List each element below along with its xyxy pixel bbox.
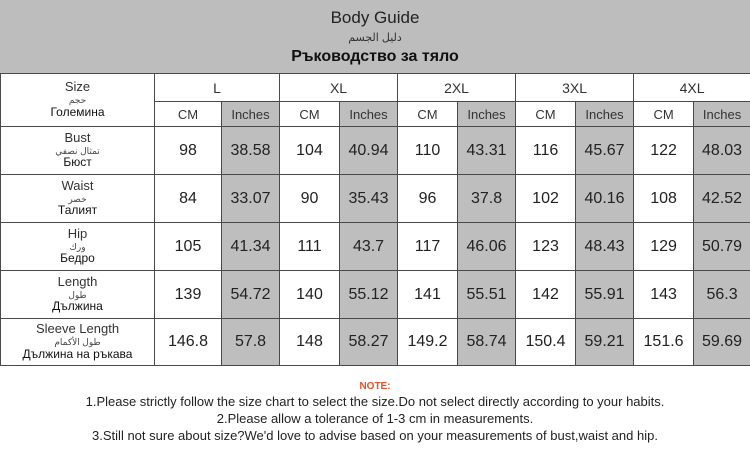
measurement-label-en: Bust [64,129,91,145]
value-cm-2xl: 141 [398,271,458,319]
value-inches-3xl: 59.21 [576,319,634,366]
measurement-label-cell [1,127,155,175]
value-inches-4xl: 48.03 [694,127,750,175]
value-inches-2xl: 58.74 [458,319,516,366]
value-cm-4xl: 151.6 [634,319,694,366]
value-inches-4xl: 59.69 [694,319,750,366]
value-cm-2xl: 96 [398,175,458,223]
measurement-label-ar: خصر [68,193,87,204]
notes-section [0,381,750,443]
measurement-row [1,223,750,271]
value-cm-l: 105 [155,223,222,271]
body-guide-header [0,0,750,73]
measurement-row [1,175,750,223]
unit-inches-xl: Inches [340,102,398,127]
size-corner-cell [1,74,155,127]
value-cm-xl: 140 [280,271,340,319]
value-inches-xl: 55.12 [340,271,398,319]
measurement-label-bg: Дължина на ръкава [22,346,133,361]
value-cm-4xl: 122 [634,127,694,175]
value-inches-xl: 43.7 [340,223,398,271]
value-cm-l: 98 [155,127,222,175]
unit-cm-xl: CM [280,102,340,127]
measurement-row [1,127,750,175]
size-l-header: L [155,74,280,102]
value-cm-3xl: 123 [516,223,576,271]
measurement-label-ar: ورك [69,241,86,252]
title-arabic: دليل الجسم [348,32,402,44]
unit-cm-4xl: CM [634,102,694,127]
value-inches-4xl: 56.3 [694,271,750,319]
measurement-label-cell [1,319,155,366]
value-cm-3xl: 116 [516,127,576,175]
measurement-label-ar: تمثال نصفي [55,145,100,156]
value-inches-xl: 40.94 [340,127,398,175]
measurement-label-en: Hip [67,225,88,241]
title-bulgarian: Ръководство за тяло [291,48,459,65]
value-inches-2xl: 55.51 [458,271,516,319]
note-line-1: 1.Please strictly follow the size chart to select the size.Do not select directly according to your habits. [85,394,665,409]
value-inches-3xl: 40.16 [576,175,634,223]
corner-label-bg: Големина [50,104,105,119]
value-cm-l: 84 [155,175,222,223]
value-cm-xl: 111 [280,223,340,271]
size-header-row [1,74,750,102]
measurement-row [1,319,750,366]
unit-inches-4xl: Inches [694,102,750,127]
measurement-label-bg: Талият [57,203,98,218]
value-inches-l: 54.72 [222,271,280,319]
measurement-label-bg: Бедро [60,251,95,266]
corner-label-en: Size [64,79,91,95]
size-3xl-header: 3XL [516,74,634,102]
value-inches-3xl: 55.91 [576,271,634,319]
measurement-label-en: Waist [61,177,94,193]
value-inches-3xl: 48.43 [576,223,634,271]
unit-cm-l: CM [155,102,222,127]
value-cm-2xl: 117 [398,223,458,271]
value-cm-3xl: 102 [516,175,576,223]
value-inches-l: 38.58 [222,127,280,175]
value-cm-3xl: 142 [516,271,576,319]
value-cm-3xl: 150.4 [516,319,576,366]
measurement-label-en: Sleeve Length [35,321,120,337]
unit-cm-3xl: CM [516,102,576,127]
value-cm-l: 146.8 [155,319,222,366]
unit-inches-2xl: Inches [458,102,516,127]
measurement-label-cell [1,271,155,319]
measurement-label-en: Length [57,273,98,289]
value-inches-2xl: 37.8 [458,175,516,223]
unit-cm-2xl: CM [398,102,458,127]
value-cm-xl: 104 [280,127,340,175]
title-english: Body Guide [330,8,420,27]
measurement-label-ar: طول [68,289,87,300]
size-4xl-header: 4XL [634,74,750,102]
value-cm-4xl: 129 [634,223,694,271]
value-inches-2xl: 43.31 [458,127,516,175]
measurement-label-bg: Дължина [52,299,103,314]
note-line-3: 3.Still not sure about size?We'd love to advise based on your measurements of bust,waist and hip. [92,428,658,443]
value-inches-xl: 58.27 [340,319,398,366]
corner-label-ar: حجم [68,95,87,106]
value-inches-l: 33.07 [222,175,280,223]
measurement-label-cell [1,175,155,223]
unit-inches-l: Inches [222,102,280,127]
note-title: NOTE: [359,381,391,392]
size-chart-table [0,73,750,366]
value-cm-l: 139 [155,271,222,319]
value-inches-xl: 35.43 [340,175,398,223]
value-cm-2xl: 110 [398,127,458,175]
value-cm-xl: 148 [280,319,340,366]
value-inches-4xl: 42.52 [694,175,750,223]
value-inches-3xl: 45.67 [576,127,634,175]
value-cm-4xl: 143 [634,271,694,319]
measurement-label-bg: Бюст [63,155,92,170]
size-xl-header: XL [280,74,398,102]
value-inches-l: 41.34 [222,223,280,271]
value-inches-2xl: 46.06 [458,223,516,271]
value-inches-4xl: 50.79 [694,223,750,271]
value-inches-l: 57.8 [222,319,280,366]
value-cm-xl: 90 [280,175,340,223]
value-cm-4xl: 108 [634,175,694,223]
note-line-2: 2.Please allow a tolerance of 1-3 cm in measurements. [216,411,534,426]
size-2xl-header: 2XL [398,74,516,102]
value-cm-2xl: 149.2 [398,319,458,366]
measurement-row [1,271,750,319]
unit-inches-3xl: Inches [576,102,634,127]
measurement-label-cell [1,223,155,271]
measurement-label-ar: طول الأكمام [54,337,101,348]
